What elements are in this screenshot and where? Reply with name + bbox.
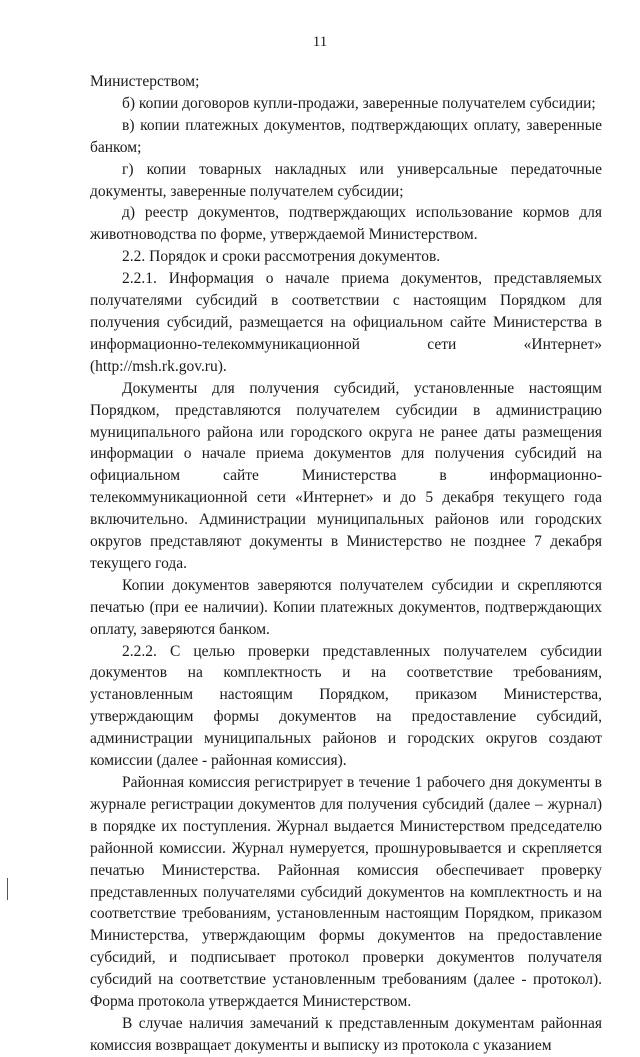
- paragraph: Документы для получения субсидий, установленные настоящим Порядком, представляются получателем субсидии в администрацию муниципального района или городского округа не ранее даты размещения информации о начале приема документов для получения субсидий на официальном сайте Министерства в информационно-телекоммуникационной сети «Интернет» и до 5 декабря текущего года включительно. Администрации муниципальных районов или городских округов представляют документы в Министерство не позднее 7 декабря текущего года.: [90, 379, 602, 572]
- paragraph: г) копии товарных накладных или универсальные передаточные документы, заверенные получателем субсидии;: [90, 160, 602, 200]
- scan-edge-mark: [7, 878, 8, 900]
- paragraph: 2.2. Порядок и сроки рассмотрения документов.: [122, 248, 441, 266]
- paragraph: В случае наличия замечаний к представленным документам районная комиссия возвращает документы и выписку из протокола с указанием: [90, 1014, 602, 1054]
- paragraph: б) копии договоров купли-продажи, заверенные получателем субсидии;: [122, 94, 596, 112]
- document-body: [90, 71, 602, 1057]
- paragraph: в) копии платежных документов, подтверждающих оплату, заверенные банком;: [90, 116, 602, 156]
- paragraph: Районная комиссия регистрирует в течение 1 рабочего дня документы в журнале регистрации документов для получения субсидий (далее – журнал) в порядке их поступления. Журнал выдается Министерством председателю районной комиссии. Журнал нумеруется, прошнуровывается и скрепляется печатью Министерства. Районная комиссия обеспечивает проверку представленных получателями субсидий документов на комплектность и на соответствие требованиям, установленным настоящим Порядком, приказом Министерства, утверждающим формы документов на предоставление субсидий, и подписывает протокол проверки документов получателя субсидий на соответствие установленным требованиям (далее - протокол). Форма протокола утверждается Министерством.: [90, 774, 602, 1011]
- paragraph: Копии документов заверяются получателем субсидии и скрепляются печатью (при ее наличии). Копии платежных документов, подтверждающих оплату, заверяются банком.: [90, 576, 602, 638]
- paragraph: д) реестр документов, подтверждающих использование кормов для животноводства по форме, утверждаемой Министерством.: [90, 204, 602, 244]
- paragraph: Министерством;: [90, 73, 200, 90]
- paragraph: 2.2.2. С целью проверки представленных получателем субсидии документов на комплектность и на соответствие требованиям, установленным настоящим Порядком, приказом Министерства, утверждающим формы документов на предоставление субсидий, администрации муниципальных районов и городских округов создают комиссии (далее - районная комиссия).: [90, 642, 602, 770]
- paragraph: 2.2.1. Информация о начале приема документов, представляемых получателями субсидий в соответствии с настоящим Порядком для получения субсидий, размещается на официальном сайте Министерства в информационно-телекоммуникационной сети «Интернет» (http://msh.rk.gov.ru).: [90, 270, 602, 375]
- page-number: 11: [312, 34, 328, 50]
